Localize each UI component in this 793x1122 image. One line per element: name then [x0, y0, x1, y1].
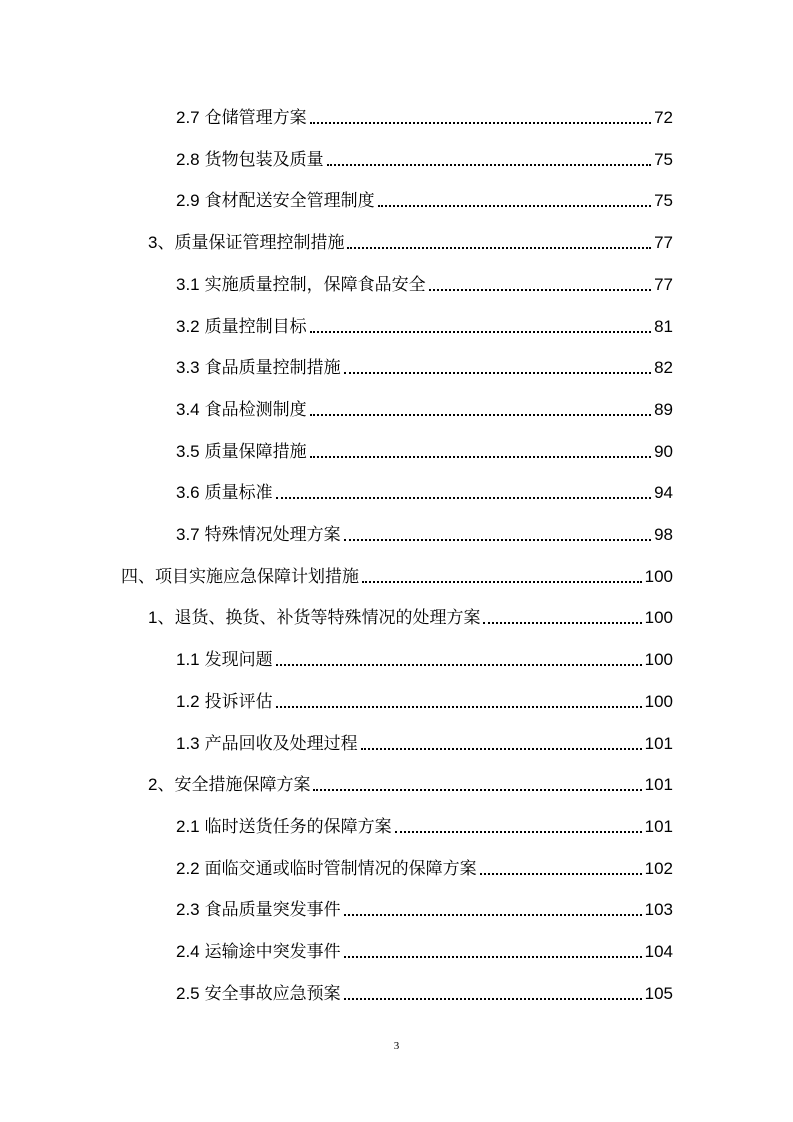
toc-dot-leader [344, 956, 642, 958]
toc-entry-title: 货物包装及质量 [204, 150, 324, 170]
toc-entry-number: 2.1 [176, 817, 200, 836]
toc-entry-number: 2.9 [176, 191, 200, 210]
toc-entry[interactable] [148, 603, 673, 633]
toc-entry-page: 100 [644, 650, 673, 669]
toc-entry-title: 投诉评估 [204, 692, 273, 712]
toc-dot-leader [310, 122, 651, 124]
toc-entry-title: 质量保障措施 [204, 442, 307, 462]
toc-entry[interactable] [176, 729, 673, 759]
toc-entry-number: 1.3 [176, 734, 200, 753]
toc-entry-page: 103 [644, 900, 673, 919]
toc-dot-leader [347, 247, 651, 249]
toc-entry-number: 2.4 [176, 942, 200, 961]
toc-entry-page: 104 [644, 942, 673, 961]
toc-entry-title: 食品质量控制措施 [204, 358, 341, 378]
toc-entry-number: 3.2 [176, 317, 200, 336]
toc-dot-leader [310, 456, 651, 458]
toc-entry-page: 89 [654, 400, 673, 419]
toc-entry-page: 94 [654, 483, 673, 502]
toc-entry-page: 98 [654, 525, 673, 544]
toc-dot-leader [361, 748, 642, 750]
toc-entry[interactable] [176, 937, 673, 967]
toc-entry-title: 产品回收及处理过程 [204, 734, 358, 754]
toc-entry-number: 1、 [148, 608, 175, 627]
toc-entry-title: 食品质量突发事件 [204, 900, 341, 920]
toc-dot-leader [483, 622, 641, 624]
toc-entry-page: 101 [644, 775, 673, 794]
toc-entry[interactable] [121, 562, 673, 592]
toc-entry-title: 仓储管理方案 [204, 108, 307, 128]
toc-entry-page: 100 [644, 692, 673, 711]
toc-dot-leader [362, 581, 642, 583]
toc-entry[interactable] [176, 854, 673, 884]
toc-entry-page: 101 [644, 817, 673, 836]
toc-entry-title: 面临交通或临时管制情况的保障方案 [204, 859, 477, 879]
toc-entry[interactable] [176, 186, 673, 216]
toc-dot-leader [310, 414, 651, 416]
toc-entry[interactable] [148, 770, 673, 800]
toc-entry[interactable] [176, 979, 673, 1009]
toc-entry-number: 2.7 [176, 108, 200, 127]
toc-dot-leader [395, 831, 642, 833]
toc-dot-leader [276, 497, 651, 499]
toc-dot-leader [429, 289, 651, 291]
toc-entry[interactable] [176, 270, 673, 300]
toc-entry-number: 3.7 [176, 525, 200, 544]
toc-entry-number: 3.1 [176, 275, 200, 294]
toc-entry-page: 100 [644, 608, 673, 627]
toc-entry[interactable] [176, 145, 673, 175]
toc-entry[interactable] [176, 478, 673, 508]
toc-entry-page: 101 [644, 734, 673, 753]
toc-entry-title: 运输途中突发事件 [204, 942, 341, 962]
toc-entry-title: 食品检测制度 [204, 400, 307, 420]
toc-entry-title: 安全措施保障方案 [174, 775, 311, 795]
toc-dot-leader [344, 914, 642, 916]
toc-entry[interactable] [176, 895, 673, 925]
toc-entry-title: 安全事故应急预案 [204, 984, 341, 1004]
toc-entry[interactable] [176, 645, 673, 675]
toc-entry-page: 100 [644, 567, 673, 586]
toc-dot-leader [313, 789, 641, 791]
toc-entry-number: 四、 [121, 567, 155, 586]
toc-entry-title: 发现问题 [204, 650, 273, 670]
toc-dot-leader [327, 164, 651, 166]
toc-entry-title: 退货、换货、补货等特殊情况的处理方案 [174, 608, 481, 628]
toc-entry-number: 2、 [148, 775, 175, 794]
toc-entry-page: 102 [644, 859, 673, 878]
toc-entry-number: 2.3 [176, 900, 200, 919]
toc-entry[interactable] [176, 812, 673, 842]
toc-entry-page: 77 [654, 233, 673, 252]
toc-dot-leader [276, 664, 642, 666]
toc-entry-number: 1.1 [176, 650, 200, 669]
toc-entry[interactable] [176, 103, 673, 133]
toc-entry-page: 77 [654, 275, 673, 294]
toc-entry-page: 72 [654, 108, 673, 127]
toc-entry[interactable] [176, 312, 673, 342]
toc-entry-number: 3.4 [176, 400, 200, 419]
toc-dot-leader [344, 539, 651, 541]
toc-entry[interactable] [176, 353, 673, 383]
toc-entry-page: 82 [654, 358, 673, 377]
toc-entry-title: 项目实施应急保障计划措施 [155, 567, 359, 587]
toc-entry[interactable] [148, 228, 673, 258]
toc-dot-leader [378, 205, 651, 207]
toc-entry-title: 质量保证管理控制措施 [174, 233, 345, 253]
toc-entry-number: 3.3 [176, 358, 200, 377]
toc-entry-number: 3、 [148, 233, 175, 252]
toc-entry-page: 81 [654, 317, 673, 336]
page-number: 3 [393, 1040, 400, 1052]
toc-entry-title: 特殊情况处理方案 [204, 525, 341, 545]
toc-entry-page: 105 [644, 984, 673, 1003]
toc-entry-title: 质量标准 [204, 483, 273, 503]
toc-entry[interactable] [176, 395, 673, 425]
toc-entry-number: 3.6 [176, 483, 200, 502]
toc-dot-leader [344, 998, 642, 1000]
toc-dot-leader [276, 706, 642, 708]
toc-entry-title: 实施质量控制，保障食品安全 [204, 275, 426, 295]
toc-entry-number: 2.5 [176, 984, 200, 1003]
toc-entry-page: 90 [654, 442, 673, 461]
toc-entry[interactable] [176, 520, 673, 550]
toc-entry-number: 2.2 [176, 859, 200, 878]
toc-entry[interactable] [176, 437, 673, 467]
toc-dot-leader [344, 372, 651, 374]
toc-entry-page: 75 [654, 150, 673, 169]
toc-dot-leader [480, 873, 642, 875]
toc-entry-number: 1.2 [176, 692, 200, 711]
toc-entry[interactable] [176, 687, 673, 717]
toc-entry-title: 食材配送安全管理制度 [204, 191, 375, 211]
toc-entry-title: 临时送货任务的保障方案 [204, 817, 392, 837]
toc-entry-number: 2.8 [176, 150, 200, 169]
toc-entry-page: 75 [654, 191, 673, 210]
toc-entry-title: 质量控制目标 [204, 317, 307, 337]
toc-dot-leader [310, 331, 651, 333]
toc-entry-number: 3.5 [176, 442, 200, 461]
